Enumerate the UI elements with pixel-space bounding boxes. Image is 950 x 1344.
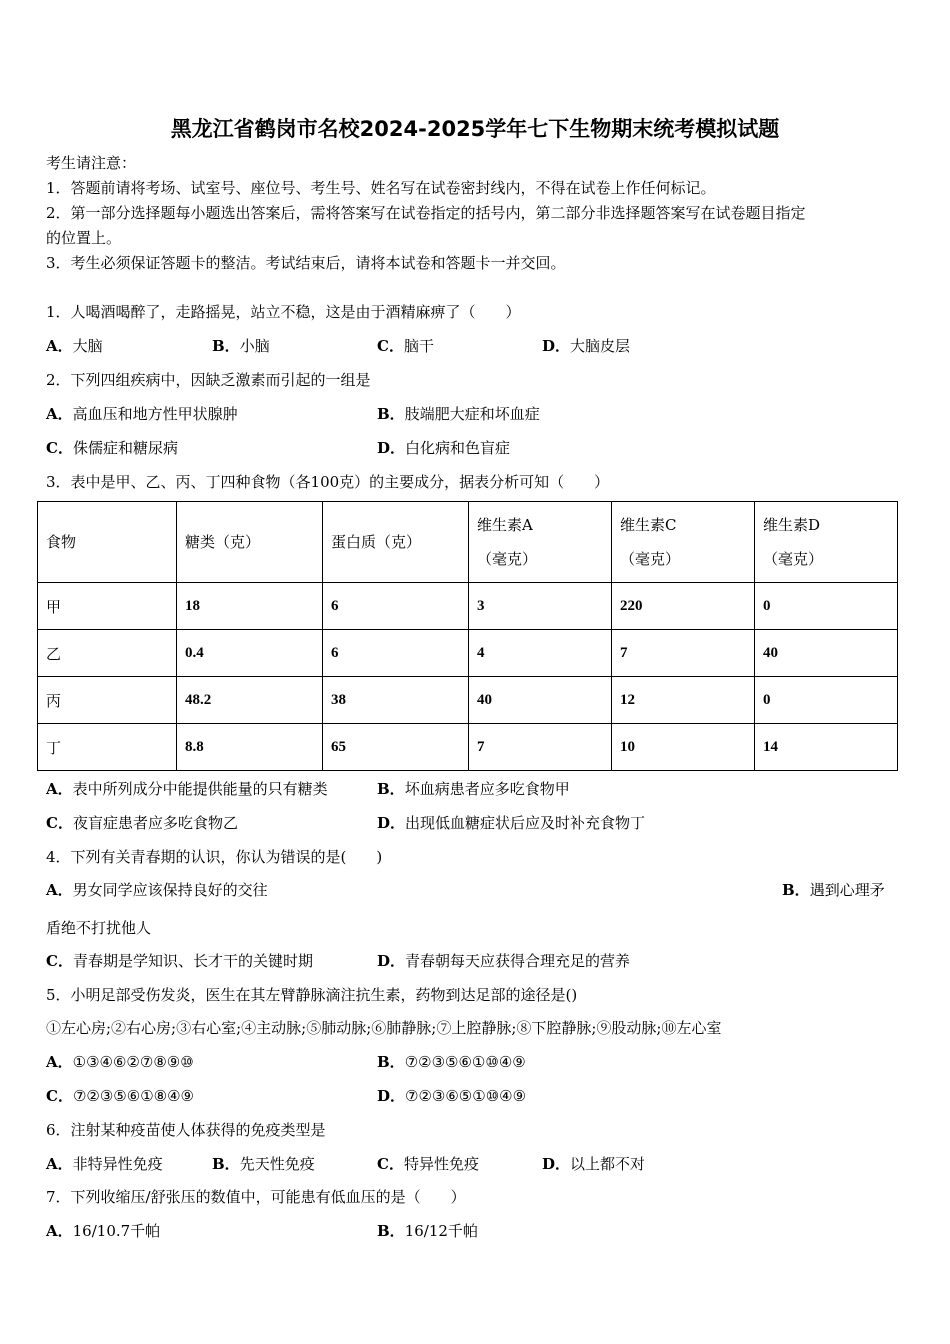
table-cell: 14 <box>755 724 898 771</box>
table-cell: 乙 <box>38 630 177 677</box>
table-header-cell: 蛋白质（克） <box>323 502 469 583</box>
table-cell: 220 <box>612 583 755 630</box>
table-cell: 0.4 <box>177 630 323 677</box>
question-2-stem: 2．下列四组疾病中，因缺乏激素而引起的一组是 <box>46 371 371 389</box>
q6-option-a: A．非特异性免疫 <box>46 1155 163 1173</box>
table-cell: 丁 <box>38 724 177 771</box>
q2-option-c: C．侏儒症和糖尿病 <box>46 439 178 457</box>
q3-option-d: D．出现低血糖症状后应及时补充食物丁 <box>377 814 646 832</box>
table-cell: 65 <box>323 724 469 771</box>
table-cell: 7 <box>469 724 612 771</box>
question-3-stem: 3．表中是甲、乙、丙、丁四种食物（各100克）的主要成分，据表分析可知（ ） <box>46 473 610 491</box>
question-6-stem: 6．注射某种疫苗使人体获得的免疫类型是 <box>46 1121 326 1139</box>
q2-option-b: B．肢端肥大症和坏血症 <box>377 405 540 423</box>
q5-option-c: C．⑦②③⑤⑥①⑧④⑨ <box>46 1087 194 1105</box>
table-cell: 10 <box>612 724 755 771</box>
table-cell: 40 <box>469 677 612 724</box>
table-cell: 40 <box>755 630 898 677</box>
q3-option-c: C．夜盲症患者应多吃食物乙 <box>46 814 238 832</box>
question-5-stem: 5．小明足部受伤发炎，医生在其左臂静脉滴注抗生素，药物到达足部的途径是() <box>46 986 578 1004</box>
q2-option-d: D．白化病和色盲症 <box>377 439 511 457</box>
table-header-cell: 维生素D （毫克） <box>755 502 898 583</box>
table-cell: 38 <box>323 677 469 724</box>
table-cell: 18 <box>177 583 323 630</box>
table-header-cell: 食物 <box>38 502 177 583</box>
table-row <box>38 630 898 677</box>
q4-option-c: C．青春期是学知识、长才干的关键时期 <box>46 952 313 970</box>
notice-item: 的位置上。 <box>46 229 122 247</box>
q7-option-a: A．16/10.7千帕 <box>46 1222 161 1240</box>
q4-option-a: A．男女同学应该保持良好的交往 <box>46 881 268 899</box>
notice-item: 3．考生必须保证答题卡的整洁。考试结束后，请将本试卷和答题卡一并交回。 <box>46 254 566 272</box>
q1-option-a: A．大脑 <box>46 337 103 355</box>
table-row <box>38 724 898 771</box>
table-cell: 6 <box>323 630 469 677</box>
table-cell: 0 <box>755 583 898 630</box>
table-cell: 48.2 <box>177 677 323 724</box>
q4-option-d: D．青春朝每天应获得合理充足的营养 <box>377 952 631 970</box>
q2-option-a: A．高血压和地方性甲状腺肿 <box>46 405 238 423</box>
question-1-stem: 1．人喝酒喝醉了，走路摇晃，站立不稳，这是由于酒精麻痹了（ ） <box>46 303 521 321</box>
table-cell: 6 <box>323 583 469 630</box>
notice-heading: 考生请注意： <box>46 154 137 172</box>
q4-option-b: B．遇到心理矛 <box>782 881 885 899</box>
q7-option-b: B．16/12千帕 <box>377 1222 478 1240</box>
notice-item: 2．第一部分选择题每小题选出答案后，需将答案写在试卷指定的括号内，第二部分非选择题答案写在试卷题目指定 <box>46 204 806 222</box>
table-header-cell: 维生素A （毫克） <box>469 502 612 583</box>
q1-option-b: B．小脑 <box>212 337 270 355</box>
q3-option-a: A．表中所列成分中能提供能量的只有糖类 <box>46 780 328 798</box>
table-row <box>38 583 898 630</box>
table-cell: 4 <box>469 630 612 677</box>
q1-option-d: D．大脑皮层 <box>542 337 631 355</box>
q6-option-d: D．以上都不对 <box>542 1155 646 1173</box>
table-cell: 0 <box>755 677 898 724</box>
question-4-stem: 4．下列有关青春期的认识，你认为错误的是( ) <box>46 848 383 866</box>
q1-option-c: C．脑干 <box>377 337 434 355</box>
q5-option-d: D．⑦②③⑥⑤①⑩④⑨ <box>377 1087 527 1105</box>
question-7-stem: 7．下列收缩压/舒张压的数值中，可能患有低血压的是（ ） <box>46 1188 466 1206</box>
page-title: 黑龙江省鹤岗市名校2024-2025学年七下生物期末统考模拟试题 <box>170 117 780 141</box>
table-cell: 12 <box>612 677 755 724</box>
table-cell: 甲 <box>38 583 177 630</box>
nutrition-table <box>37 501 898 771</box>
q6-option-b: B．先天性免疫 <box>212 1155 315 1173</box>
table-cell: 3 <box>469 583 612 630</box>
table-header-cell: 维生素C （毫克） <box>612 502 755 583</box>
q5-option-b: B．⑦②③⑤⑥①⑩④⑨ <box>377 1053 526 1071</box>
q5-option-a: A．①③④⑥②⑦⑧⑨⑩ <box>46 1053 194 1071</box>
table-cell: 7 <box>612 630 755 677</box>
q4-option-b-continued: 盾绝不打扰他人 <box>46 919 152 937</box>
notice-item: 1．答题前请将考场、试室号、座位号、考生号、姓名写在试卷密封线内，不得在试卷上作任何标记。 <box>46 179 716 197</box>
table-cell: 丙 <box>38 677 177 724</box>
q3-option-b: B．坏血病患者应多吃食物甲 <box>377 780 570 798</box>
q6-option-c: C．特异性免疫 <box>377 1155 479 1173</box>
q5-list: ①左心房;②右心房;③右心室;④主动脉;⑤肺动脉;⑥肺静脉;⑦上腔静脉;⑧下腔静脉;⑨股动脉;⑩左心室 <box>46 1019 722 1037</box>
table-cell: 8.8 <box>177 724 323 771</box>
table-header-cell: 糖类（克） <box>177 502 323 583</box>
table-header-row <box>38 502 898 583</box>
table-row <box>38 677 898 724</box>
